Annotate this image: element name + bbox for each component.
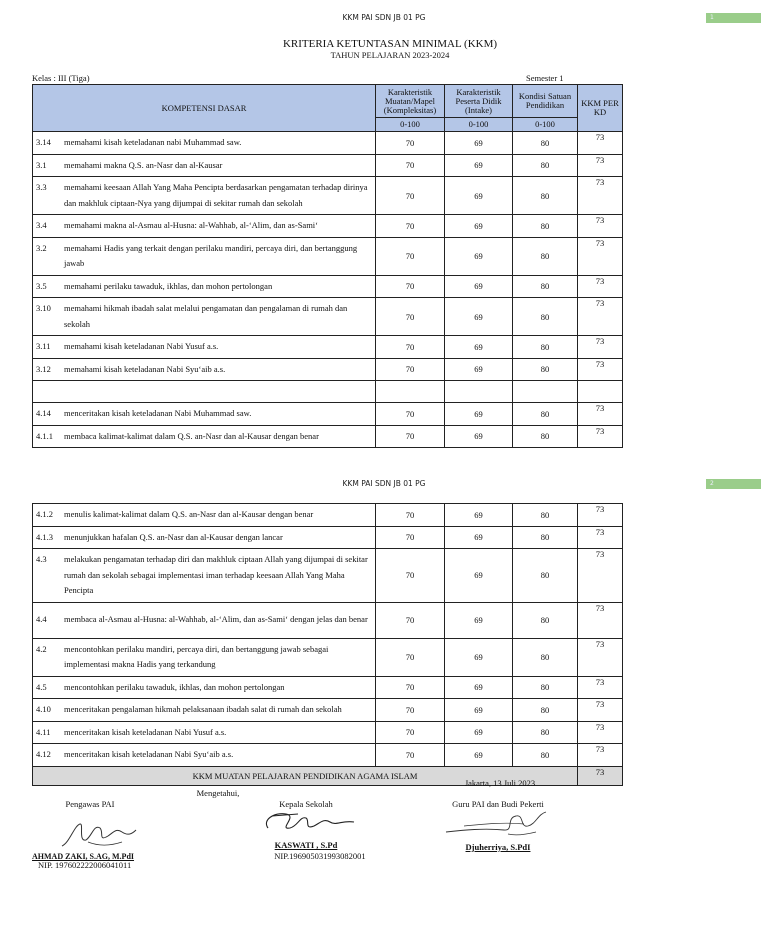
kd-description: menulis kalimat-kalimat dalam Q.S. an-Nasr dan al-Kausar dengan benar bbox=[64, 509, 314, 519]
muatan-value: 70 bbox=[376, 358, 445, 381]
table-row bbox=[33, 602, 623, 638]
kd-description: mencontohkan perilaku mandiri, percaya diri, dan bertanggung jawab sebagai implementasi makna Hadis yang terkandung bbox=[64, 643, 329, 669]
kondisi-value: 80 bbox=[513, 132, 578, 155]
intake-value: 69 bbox=[445, 526, 513, 549]
kkm-mapel-value: 73 bbox=[578, 766, 623, 785]
kd-code: 3.3 bbox=[36, 182, 47, 192]
col-header-kkm: KKM PER KD bbox=[578, 85, 623, 132]
kd-description: menceritakan pengalaman hikmah pelaksanaan ibadah salat di rumah dan sekolah bbox=[64, 704, 342, 714]
table-row bbox=[33, 215, 623, 238]
intake-value: 69 bbox=[445, 358, 513, 381]
kd-code: 4.2 bbox=[36, 643, 47, 654]
kepsek-name: KASWATI , S.Pd bbox=[274, 840, 338, 850]
table-row bbox=[33, 699, 623, 722]
kkm-value: 73 bbox=[578, 526, 623, 549]
kd-cell bbox=[33, 336, 376, 359]
kd-cell bbox=[33, 275, 376, 298]
kd-code: 4.1.2 bbox=[36, 509, 53, 519]
kd-cell bbox=[33, 549, 376, 603]
table-row bbox=[33, 154, 623, 177]
kd-cell bbox=[33, 425, 376, 448]
intake-value: 69 bbox=[445, 298, 513, 336]
kd-code: 4.12 bbox=[36, 749, 51, 759]
place-date: Jakarta, 13 Juli 2023 bbox=[464, 778, 536, 788]
intake-value: 69 bbox=[445, 602, 513, 638]
kkm-value: 73 bbox=[578, 721, 623, 744]
kepsek-title: Kepala Sekolah bbox=[279, 799, 333, 809]
kd-code: 4.11 bbox=[36, 726, 51, 737]
muatan-value: 70 bbox=[376, 676, 445, 699]
kd-cell bbox=[33, 676, 376, 699]
table-row bbox=[33, 526, 623, 549]
muatan-value: 70 bbox=[376, 699, 445, 722]
kd-cell bbox=[33, 403, 376, 426]
kd-description: memahami kisah keteladanan Nabi Yusuf a.s. bbox=[64, 341, 219, 351]
table-row bbox=[33, 132, 623, 155]
kkm-value: 73 bbox=[578, 504, 623, 527]
kd-description: membaca al-Asmau al-Husna: al-Wahhab, al-‘Alim, dan as-Sami‘ dengan jelas dan benar bbox=[64, 614, 368, 625]
table-row bbox=[33, 381, 623, 403]
kondisi-value: 80 bbox=[513, 676, 578, 699]
kd-description: memahami hikmah ibadah salat melalui pengamatan dan pengalaman di rumah dan sekolah bbox=[64, 303, 348, 329]
muatan-value: 70 bbox=[376, 403, 445, 426]
kd-code: 3.10 bbox=[36, 303, 51, 313]
kondisi-value: 80 bbox=[513, 638, 578, 676]
kd-cell bbox=[33, 358, 376, 381]
col-range: 0-100 bbox=[513, 118, 578, 132]
table-row bbox=[33, 504, 623, 527]
intake-value: 69 bbox=[445, 676, 513, 699]
kkm-value bbox=[578, 381, 623, 403]
kkm-value: 73 bbox=[578, 177, 623, 215]
intake-value: 69 bbox=[445, 237, 513, 275]
kd-cell bbox=[33, 504, 376, 527]
muatan-value: 70 bbox=[376, 504, 445, 527]
table-row bbox=[33, 638, 623, 676]
kondisi-value: 80 bbox=[513, 298, 578, 336]
kd-code: 4.4 bbox=[36, 614, 47, 625]
kd-cell bbox=[33, 381, 376, 403]
kd-cell bbox=[33, 602, 376, 638]
table-row bbox=[33, 358, 623, 381]
col-header-kd: KOMPETENSI DASAR bbox=[33, 85, 376, 132]
kd-description: menceritakan kisah keteladanan Nabi Yusuf a.s. bbox=[64, 726, 227, 737]
intake-value bbox=[445, 381, 513, 403]
muatan-value: 70 bbox=[376, 526, 445, 549]
muatan-value: 70 bbox=[376, 721, 445, 744]
col-header-intake: Karakteristik Peserta Didik (Intake) bbox=[445, 85, 513, 118]
kd-code: 4.10 bbox=[36, 704, 51, 714]
page-number-badge: 1 bbox=[706, 13, 761, 23]
pengawas-signature bbox=[58, 812, 140, 852]
kd-code: 3.12 bbox=[36, 363, 51, 374]
kepsek-signature bbox=[258, 808, 358, 838]
table-row bbox=[33, 425, 623, 448]
guru-title: Guru PAI dan Budi Pekerti bbox=[452, 799, 544, 809]
page-number-badge: 2 bbox=[706, 479, 761, 489]
muatan-value bbox=[376, 381, 445, 403]
kd-cell bbox=[33, 638, 376, 676]
kd-description: melakukan pengamatan terhadap diri dan makhluk ciptaan Allah yang dijumpai di sekitar rumah dan sekolah sebagai implementasi iman terhadap keesaan Allah Yang Maha Pencipta bbox=[64, 554, 368, 595]
kd-description: memahami keesaan Allah Yang Maha Pencipta berdasarkan pengamatan terhadap dirinya dan makhluk ciptaan-Nya yang dijumpai di sekitar rumah dan sekolah bbox=[64, 182, 368, 208]
table-row bbox=[33, 721, 623, 744]
kd-description: memahami perilaku tawaduk, ikhlas, dan mohon pertolongan bbox=[64, 280, 273, 291]
kd-code: 3.5 bbox=[36, 280, 47, 291]
kd-code: 3.2 bbox=[36, 242, 47, 253]
kondisi-value: 80 bbox=[513, 504, 578, 527]
kondisi-value: 80 bbox=[513, 699, 578, 722]
document-subtitle: TAHUN PELAJARAN 2023-2024 bbox=[330, 50, 450, 60]
kepsek-nip: NIP.196905031993082001 bbox=[274, 851, 366, 861]
semester-label: Semester 1 bbox=[526, 73, 564, 83]
intake-value: 69 bbox=[445, 721, 513, 744]
pengawas-name: AHMAD ZAKI, S.AG, M.PdI bbox=[32, 852, 135, 861]
kondisi-value: 80 bbox=[513, 336, 578, 359]
kd-description: memahami Hadis yang terkait dengan perilaku mandiri, percaya diri, dan bertanggung jawab bbox=[64, 242, 358, 268]
page-header: KKM PAI SDN JB 01 PG bbox=[342, 13, 426, 22]
intake-value: 69 bbox=[445, 403, 513, 426]
intake-value: 69 bbox=[445, 177, 513, 215]
kd-cell bbox=[33, 154, 376, 177]
guru-signature bbox=[444, 808, 554, 840]
intake-value: 69 bbox=[445, 154, 513, 177]
muatan-value: 70 bbox=[376, 275, 445, 298]
kkm-value: 73 bbox=[578, 358, 623, 381]
muatan-value: 70 bbox=[376, 425, 445, 448]
table-row bbox=[33, 237, 623, 275]
kd-cell bbox=[33, 237, 376, 275]
kd-code: 4.3 bbox=[36, 554, 47, 564]
muatan-value: 70 bbox=[376, 602, 445, 638]
col-header-kondisi: Kondisi Satuan Pendidikan bbox=[513, 85, 578, 118]
kondisi-value: 80 bbox=[513, 358, 578, 381]
kkm-table-page1 bbox=[32, 84, 623, 448]
kd-code: 3.4 bbox=[36, 220, 47, 230]
kondisi-value: 80 bbox=[513, 154, 578, 177]
kkm-value: 73 bbox=[578, 298, 623, 336]
table-row bbox=[33, 676, 623, 699]
kd-description: membaca kalimat-kalimat dalam Q.S. an-Nasr dan al-Kausar dengan benar bbox=[64, 430, 319, 441]
kd-cell bbox=[33, 177, 376, 215]
muatan-value: 70 bbox=[376, 154, 445, 177]
table-row bbox=[33, 336, 623, 359]
kondisi-value: 80 bbox=[513, 237, 578, 275]
kd-code: 3.11 bbox=[36, 341, 51, 351]
mengetahui-label: Mengetahui, bbox=[196, 788, 240, 798]
kd-description: mencontohkan perilaku tawaduk, ikhlas, dan mohon pertolongan bbox=[64, 681, 285, 692]
col-header-muatan: Karakteristik Muatan/Mapel (Kompleksitas) bbox=[376, 85, 445, 118]
kkm-value: 73 bbox=[578, 602, 623, 638]
kondisi-value bbox=[513, 381, 578, 403]
kd-description: menceritakan kisah keteladanan Nabi Syu‘aib a.s. bbox=[64, 749, 234, 759]
kd-code: 4.14 bbox=[36, 408, 51, 418]
kkm-value: 73 bbox=[578, 638, 623, 676]
intake-value: 69 bbox=[445, 336, 513, 359]
col-range: 0-100 bbox=[445, 118, 513, 132]
document-title: KRITERIA KETUNTASAN MINIMAL (KKM) bbox=[282, 38, 498, 50]
intake-value: 69 bbox=[445, 215, 513, 238]
kondisi-value: 80 bbox=[513, 549, 578, 603]
kd-cell bbox=[33, 215, 376, 238]
kkm-value: 73 bbox=[578, 215, 623, 238]
muatan-value: 70 bbox=[376, 336, 445, 359]
kondisi-value: 80 bbox=[513, 602, 578, 638]
kd-cell bbox=[33, 744, 376, 767]
kd-cell bbox=[33, 526, 376, 549]
muatan-value: 70 bbox=[376, 549, 445, 603]
kd-code: 3.14 bbox=[36, 137, 51, 147]
kkm-value: 73 bbox=[578, 676, 623, 699]
intake-value: 69 bbox=[445, 504, 513, 527]
muatan-value: 70 bbox=[376, 132, 445, 155]
kkm-value: 73 bbox=[578, 744, 623, 767]
intake-value: 69 bbox=[445, 549, 513, 603]
muatan-value: 70 bbox=[376, 638, 445, 676]
table-row bbox=[33, 298, 623, 336]
kkm-value: 73 bbox=[578, 403, 623, 426]
page-header: KKM PAI SDN JB 01 PG bbox=[342, 479, 426, 488]
col-range: 0-100 bbox=[376, 118, 445, 132]
kd-description: memahami makna Q.S. an-Nasr dan al-Kausar bbox=[64, 159, 223, 170]
kkm-table-page2 bbox=[32, 503, 623, 786]
kkm-value: 73 bbox=[578, 132, 623, 155]
kondisi-value: 80 bbox=[513, 177, 578, 215]
kkm-value: 73 bbox=[578, 336, 623, 359]
kondisi-value: 80 bbox=[513, 425, 578, 448]
kkm-value: 73 bbox=[578, 425, 623, 448]
kd-code: 4.1.1 bbox=[36, 430, 53, 441]
intake-value: 69 bbox=[445, 744, 513, 767]
muatan-value: 70 bbox=[376, 237, 445, 275]
intake-value: 69 bbox=[445, 275, 513, 298]
kondisi-value: 80 bbox=[513, 526, 578, 549]
intake-value: 69 bbox=[445, 638, 513, 676]
kd-cell bbox=[33, 721, 376, 744]
kd-code: 4.5 bbox=[36, 681, 47, 692]
kd-description: memahami kisah keteladanan nabi Muhammad saw. bbox=[64, 137, 242, 147]
kkm-value: 73 bbox=[578, 275, 623, 298]
kd-description: memahami makna al-Asmau al-Husna: al-Wahhab, al-‘Alim, dan as-Sami‘ bbox=[64, 220, 318, 230]
kkm-mapel-label: KKM MUATAN PELAJARAN PENDIDIKAN AGAMA ISLAM bbox=[33, 766, 578, 785]
kd-description: menceritakan kisah keteladanan Nabi Muhammad saw. bbox=[64, 408, 252, 418]
kd-description: menunjukkan hafalan Q.S. an-Nasr dan al-Kausar dengan lancar bbox=[64, 531, 283, 542]
kkm-value: 73 bbox=[578, 699, 623, 722]
table-row bbox=[33, 549, 623, 603]
kondisi-value: 80 bbox=[513, 215, 578, 238]
kelas-label: Kelas : III (Tiga) bbox=[32, 73, 90, 83]
intake-value: 69 bbox=[445, 699, 513, 722]
table-row bbox=[33, 177, 623, 215]
kondisi-value: 80 bbox=[513, 721, 578, 744]
kondisi-value: 80 bbox=[513, 275, 578, 298]
intake-value: 69 bbox=[445, 425, 513, 448]
kd-cell bbox=[33, 298, 376, 336]
pengawas-title: Pengawas PAI bbox=[65, 799, 115, 809]
guru-name: Djuherriya, S.PdI bbox=[465, 842, 531, 852]
kd-code: 3.1 bbox=[36, 159, 47, 170]
kd-cell bbox=[33, 132, 376, 155]
muatan-value: 70 bbox=[376, 744, 445, 767]
pengawas-nip: NIP. 197602222006041011 bbox=[38, 860, 132, 870]
table-row bbox=[33, 744, 623, 767]
kd-description: memahami kisah keteladanan Nabi Syu‘aib a.s. bbox=[64, 363, 226, 374]
kondisi-value: 80 bbox=[513, 744, 578, 767]
kd-cell bbox=[33, 699, 376, 722]
table-row bbox=[33, 275, 623, 298]
intake-value: 69 bbox=[445, 132, 513, 155]
muatan-value: 70 bbox=[376, 177, 445, 215]
kondisi-value: 80 bbox=[513, 403, 578, 426]
table-row bbox=[33, 403, 623, 426]
kkm-value: 73 bbox=[578, 237, 623, 275]
kkm-value: 73 bbox=[578, 549, 623, 603]
kd-code: 4.1.3 bbox=[36, 531, 53, 542]
muatan-value: 70 bbox=[376, 298, 445, 336]
muatan-value: 70 bbox=[376, 215, 445, 238]
kkm-value: 73 bbox=[578, 154, 623, 177]
